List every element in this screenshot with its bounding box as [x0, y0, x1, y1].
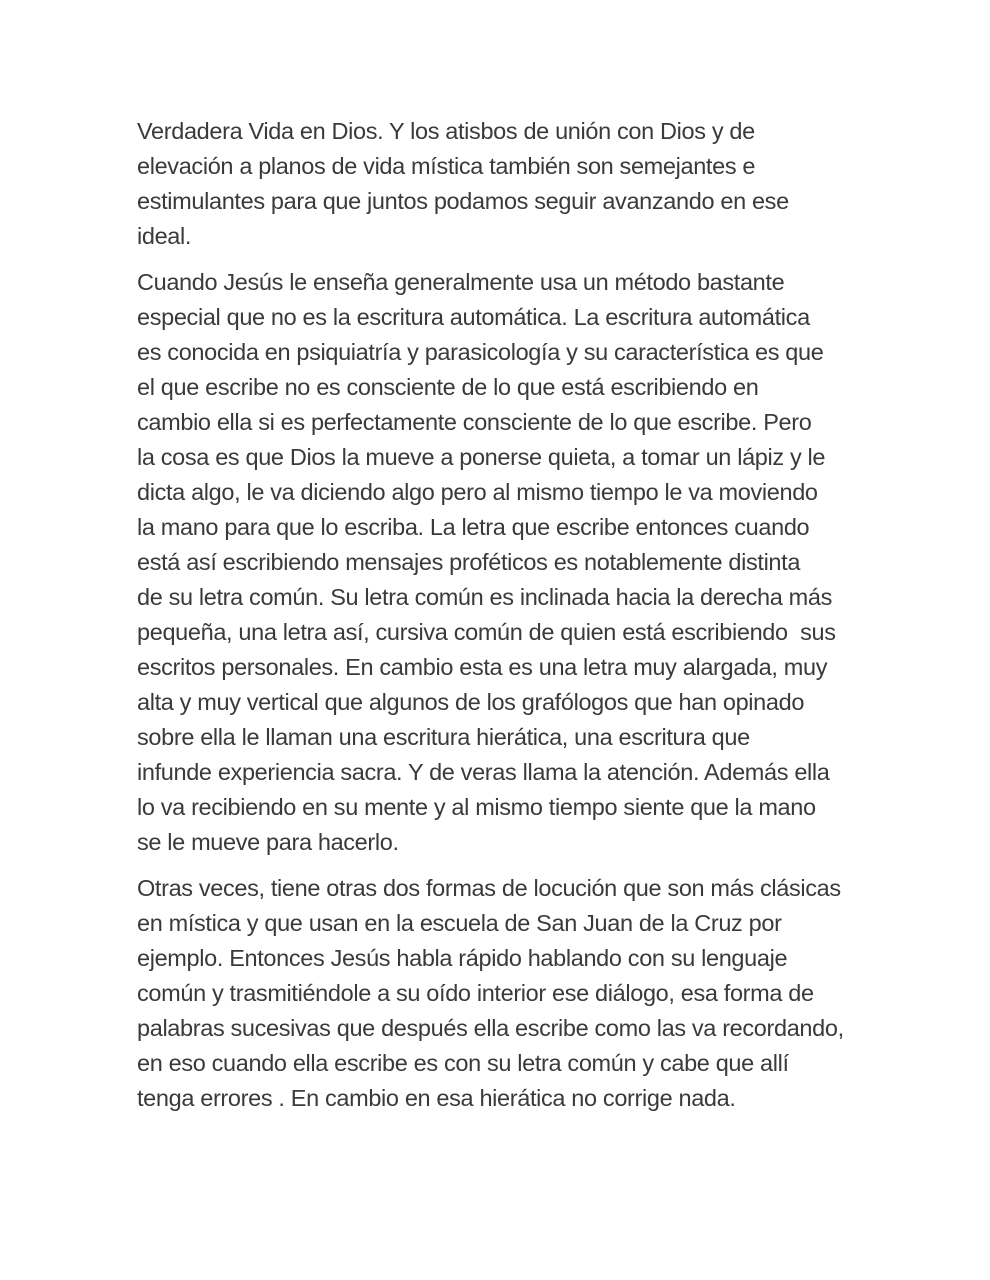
text-line: ejemplo. Entonces Jesús habla rápido hablando con su lenguaje	[137, 945, 788, 971]
text-line: Verdadera Vida en Dios. Y los atisbos de unión con Dios y de	[137, 118, 755, 144]
text-line: sobre ella le llaman una escritura hierática, una escritura que	[137, 724, 750, 750]
text-line: dicta algo, le va diciendo algo pero al mismo tiempo le va moviendo	[137, 479, 818, 505]
text-line: especial que no es la escritura automática. La escritura automática	[137, 304, 810, 330]
text-line: palabras sucesivas que después ella escribe como las va recordando,	[137, 1015, 844, 1041]
text-block	[137, 114, 867, 1127]
text-line: elevación a planos de vida mística también son semejantes e	[137, 153, 756, 179]
text-line: tenga errores . En cambio en esa hierática no corrige nada.	[137, 1085, 736, 1111]
text-line: común y trasmitiéndole a su oído interior ese diálogo, esa forma de	[137, 980, 814, 1006]
text-line: en mística y que usan en la escuela de San Juan de la Cruz por	[137, 910, 782, 936]
text-line: ideal.	[137, 223, 192, 249]
text-line: la mano para que lo escriba. La letra que escribe entonces cuando	[137, 514, 810, 540]
text-line: estimulantes para que juntos podamos seguir avanzando en ese	[137, 188, 789, 214]
text-line: escritos personales. En cambio esta es una letra muy alargada, muy	[137, 654, 828, 680]
text-line: Otras veces, tiene otras dos formas de locución que son más clásicas	[137, 875, 841, 901]
text-line: de su letra común. Su letra común es inclinada hacia la derecha más	[137, 584, 832, 610]
text-line: Cuando Jesús le enseña generalmente usa un método bastante	[137, 269, 785, 295]
text-line: es conocida en psiquiatría y parasicología y su característica es que	[137, 339, 824, 365]
paragraph	[137, 265, 867, 860]
text-line: la cosa es que Dios la mueve a ponerse quieta, a tomar un lápiz y le	[137, 444, 826, 470]
text-line: lo va recibiendo en su mente y al mismo tiempo siente que la mano	[137, 794, 816, 820]
text-line: cambio ella si es perfectamente consciente de lo que escribe. Pero	[137, 409, 812, 435]
text-line: se le mueve para hacerlo.	[137, 829, 399, 855]
text-line: pequeña, una letra así, cursiva común de quien está escribiendo sus	[137, 619, 836, 645]
text-line: infunde experiencia sacra. Y de veras llama la atención. Además ella	[137, 759, 830, 785]
paragraph	[137, 871, 867, 1116]
text-line: el que escribe no es consciente de lo que está escribiendo en	[137, 374, 759, 400]
paragraph	[137, 114, 867, 254]
text-line: está así escribiendo mensajes proféticos es notablemente distinta	[137, 549, 801, 575]
text-line: en eso cuando ella escribe es con su letra común y cabe que allí	[137, 1050, 789, 1076]
text-line: alta y muy vertical que algunos de los grafólogos que han opinado	[137, 689, 805, 715]
